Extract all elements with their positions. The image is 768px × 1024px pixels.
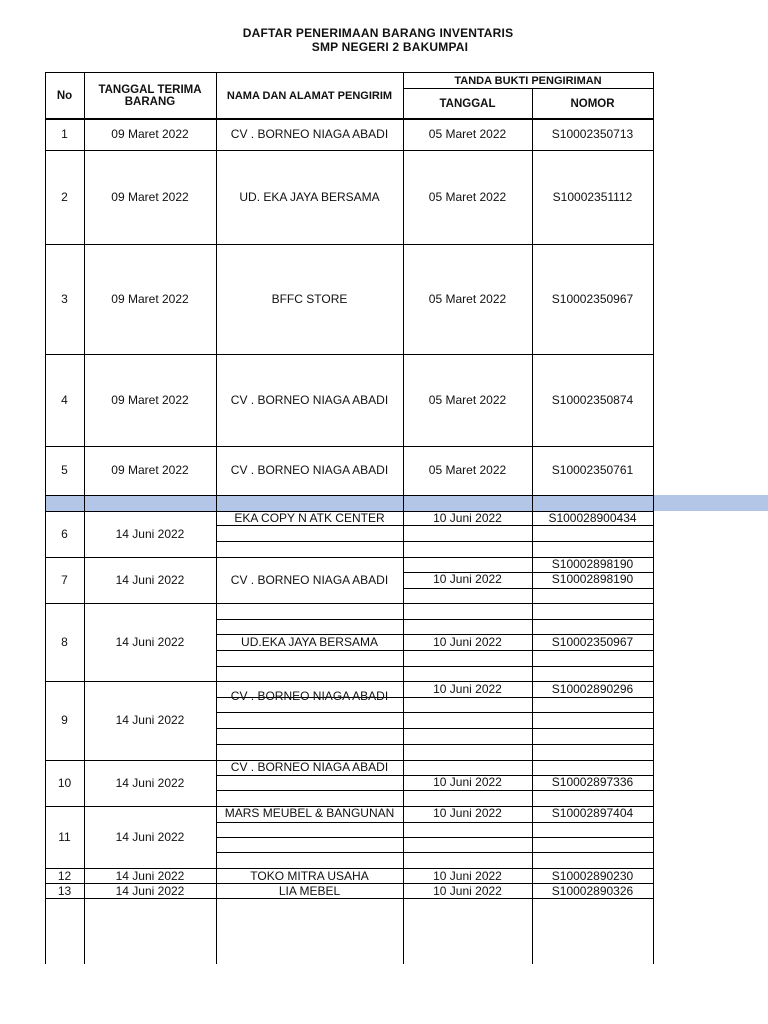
row-9-tanggal-terima: 14 Juni 2022 bbox=[115, 713, 185, 727]
grid-line bbox=[216, 790, 654, 791]
row-12-no: 12 bbox=[57, 868, 72, 883]
row-12-tanggal-terima: 14 Juni 2022 bbox=[115, 868, 185, 883]
grid-line bbox=[216, 541, 654, 542]
row-3-nomor: S10002350967 bbox=[551, 291, 634, 306]
row-11-no: 11 bbox=[58, 829, 71, 844]
row-13-tanggal-terima: 14 Juni 2022 bbox=[115, 883, 185, 898]
row-13-tanggal: 10 Juni 2022 bbox=[433, 883, 502, 898]
row-2-no: 2 bbox=[61, 189, 68, 204]
header-nomor: NOMOR bbox=[570, 97, 615, 110]
row-9-pengirim: CV . BORNEO NIAGA ABADI bbox=[230, 689, 389, 703]
row-6-nomor: S100028900434 bbox=[548, 510, 637, 525]
row-4-tanggal: 05 Maret 2022 bbox=[428, 392, 507, 407]
row-1-nomor: S10002350713 bbox=[551, 127, 634, 141]
row-8-pengirim: UD.EKA JAYA BERSAMA bbox=[241, 635, 378, 649]
row-11-tanggal-terima: 14 Juni 2022 bbox=[115, 829, 185, 844]
row-5-tanggal-terima: 09 Maret 2022 bbox=[111, 463, 189, 477]
row-8-no: 8 bbox=[61, 634, 68, 649]
grid-line bbox=[216, 666, 654, 667]
row-1-pengirim: CV . BORNEO NIAGA ABADI bbox=[230, 127, 389, 141]
row-11-pengirim: MARS MEUBEL & BANGUNAN bbox=[224, 806, 395, 820]
grid-line bbox=[216, 852, 654, 853]
grid-line bbox=[216, 728, 654, 729]
header-tanda-bukti: TANDA BUKTI PENGIRIMAN bbox=[454, 74, 602, 87]
row-10-no: 10 bbox=[57, 775, 72, 790]
row-6-no: 6 bbox=[61, 526, 68, 541]
row-7-pengirim: CV . BORNEO NIAGA ABADI bbox=[230, 572, 389, 587]
row-5-nomor: S10002350761 bbox=[551, 463, 634, 477]
row-2-pengirim: UD. EKA JAYA BERSAMA bbox=[239, 189, 380, 204]
row-5-no: 5 bbox=[61, 463, 68, 477]
row-4-tanggal-terima: 09 Maret 2022 bbox=[111, 392, 189, 407]
row-1-tanggal: 05 Maret 2022 bbox=[428, 127, 507, 141]
row-8-tanggal-terima: 14 Juni 2022 bbox=[115, 634, 185, 649]
section-separator-band bbox=[45, 495, 768, 511]
header-tanggal: TANGGAL bbox=[439, 97, 496, 110]
row-6-pengirim: EKA COPY N ATK CENTER bbox=[234, 510, 385, 525]
header-tanggal-terima: TANGGAL TERIMA BARANG bbox=[98, 84, 202, 108]
row-1-no: 1 bbox=[61, 127, 68, 141]
grid-line bbox=[216, 525, 654, 526]
document-title: DAFTAR PENERIMAAN BARANG INVENTARIS bbox=[242, 26, 514, 40]
row-2-nomor: S10002351112 bbox=[552, 189, 633, 204]
row-13-no: 13 bbox=[57, 883, 72, 898]
row-9-nomor: S10002890296 bbox=[551, 681, 634, 696]
row-4-pengirim: CV . BORNEO NIAGA ABADI bbox=[230, 392, 389, 407]
row-7-tanggal-terima: 14 Juni 2022 bbox=[115, 572, 185, 587]
row-12-tanggal: 10 Juni 2022 bbox=[433, 868, 502, 883]
row-4-nomor: S10002350874 bbox=[551, 392, 634, 407]
grid-line bbox=[216, 650, 654, 651]
row-2-tanggal: 05 Maret 2022 bbox=[428, 189, 507, 204]
school-name: SMP NEGERI 2 BAKUMPAI bbox=[311, 40, 469, 54]
row-3-pengirim: BFFC STORE bbox=[271, 291, 348, 306]
header-no: No bbox=[56, 89, 73, 102]
grid-line bbox=[216, 619, 654, 620]
header-nama-alamat: NAMA DAN ALAMAT PENGIRIM bbox=[226, 89, 393, 102]
row-7-tanggal: 10 Juni 2022 bbox=[433, 572, 502, 586]
row-7-no: 7 bbox=[61, 572, 68, 587]
row-11-tanggal: 10 Juni 2022 bbox=[433, 806, 502, 820]
row-10-tanggal-terima: 14 Juni 2022 bbox=[115, 775, 185, 790]
grid-line bbox=[403, 588, 654, 589]
row-12-nomor: S10002890230 bbox=[551, 868, 634, 883]
row-4-no: 4 bbox=[61, 392, 68, 407]
row-13-nomor: S10002890326 bbox=[551, 883, 634, 898]
row-7-nomor-extra: S10002898190 bbox=[551, 557, 634, 571]
row-11-nomor: S10002897404 bbox=[551, 806, 634, 820]
row-5-tanggal: 05 Maret 2022 bbox=[428, 463, 507, 477]
row-9-tanggal: 10 Juni 2022 bbox=[433, 681, 502, 696]
row-12-pengirim: TOKO MITRA USAHA bbox=[250, 868, 369, 883]
row-5-pengirim: CV . BORNEO NIAGA ABADI bbox=[230, 463, 389, 477]
row-7-nomor: S10002898190 bbox=[551, 572, 634, 586]
row-6-tanggal-terima: 14 Juni 2022 bbox=[115, 526, 185, 541]
row-10-pengirim: CV . BORNEO NIAGA ABADI bbox=[230, 760, 389, 774]
row-2-tanggal-terima: 09 Maret 2022 bbox=[111, 189, 189, 204]
grid-line bbox=[45, 898, 654, 899]
row-3-tanggal-terima: 09 Maret 2022 bbox=[111, 291, 189, 306]
grid-line bbox=[45, 495, 654, 496]
grid-line bbox=[216, 744, 654, 745]
grid-line bbox=[216, 712, 654, 713]
grid-line bbox=[216, 837, 654, 838]
row-9-no: 9 bbox=[61, 713, 68, 727]
grid-line bbox=[653, 72, 654, 964]
grid-line bbox=[216, 822, 654, 823]
row-6-tanggal: 10 Juni 2022 bbox=[433, 510, 502, 525]
row-13-pengirim: LIA MEBEL bbox=[278, 883, 341, 898]
row-3-tanggal: 05 Maret 2022 bbox=[428, 291, 507, 306]
row-3-no: 3 bbox=[61, 291, 68, 306]
row-10-nomor: S10002897336 bbox=[551, 775, 634, 789]
row-1-tanggal-terima: 09 Maret 2022 bbox=[111, 127, 189, 141]
row-8-tanggal: 10 Juni 2022 bbox=[433, 635, 502, 649]
row-8-nomor: S10002350967 bbox=[551, 635, 634, 649]
row-10-tanggal: 10 Juni 2022 bbox=[433, 775, 502, 789]
